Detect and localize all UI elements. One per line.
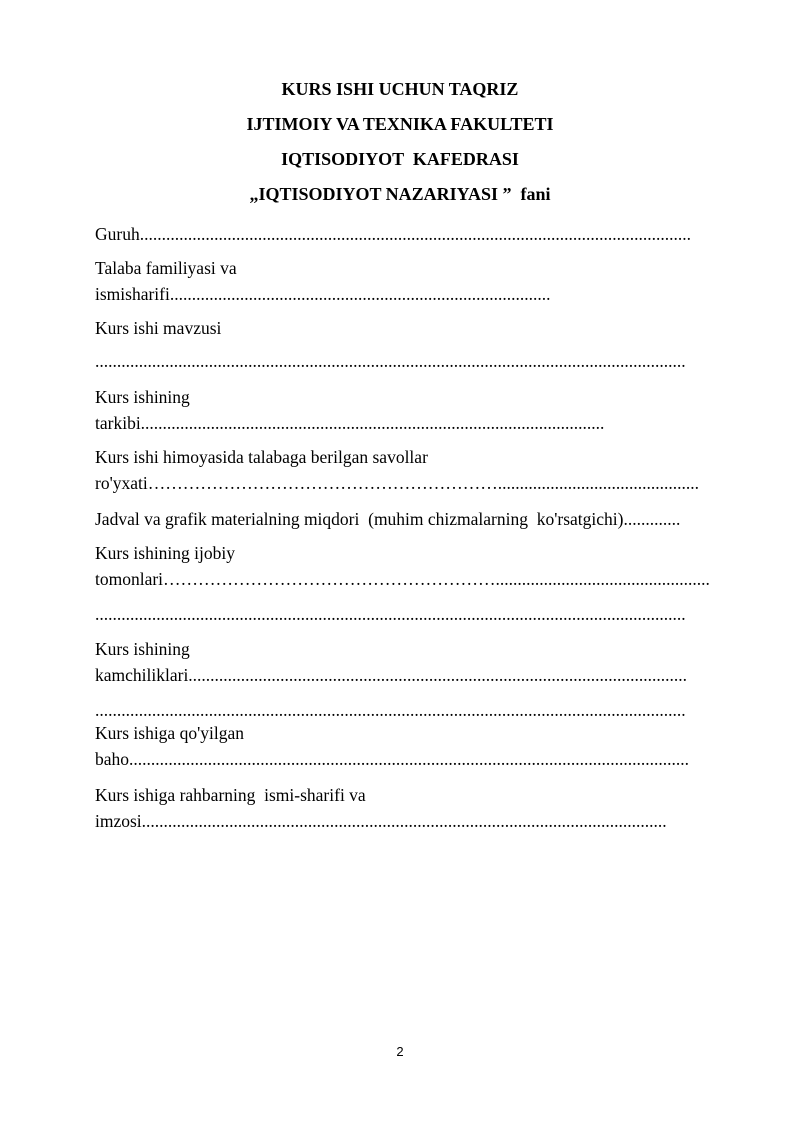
questions-field: ro'yxati…………………………………………………….............................................. xyxy=(95,473,699,493)
topic-field: ....................................................................................................................................... xyxy=(95,351,686,371)
questions-label: Kurs ishi himoyasida talabaga berilgan savollar xyxy=(95,447,428,467)
page-number: 2 xyxy=(396,1044,404,1059)
student-name-label: Talaba familiyasi va xyxy=(95,258,237,278)
structure-field: tarkibi.......................................................................................................... xyxy=(95,413,605,433)
positive-field: tomonlari…………………………………………………................................................. xyxy=(95,569,710,589)
positive-label: Kurs ishining ijobiy xyxy=(95,543,236,563)
topic-label: Kurs ishi mavzusi xyxy=(95,318,222,338)
positive-field-extra: ....................................................................................................................................... xyxy=(95,604,686,624)
department-heading: IQTISODIYOT KAFEDRASI xyxy=(281,149,519,169)
tables-field: Jadval va grafik materialning miqdori (muhim chizmalarning ko'rsatgichi)............. xyxy=(95,509,681,529)
shortcomings-field-extra: ....................................................................................................................................... xyxy=(95,700,686,720)
structure-label: Kurs ishining xyxy=(95,387,190,407)
supervisor-label: Kurs ishiga rahbarning ismi-sharifi va xyxy=(95,785,366,805)
supervisor-field: imzosi........................................................................................................................ xyxy=(95,811,667,831)
shortcomings-label: Kurs ishining xyxy=(95,639,190,659)
student-name-field: ismisharifi....................................................................................... xyxy=(95,284,551,304)
faculty-heading: IJTIMOIY VA TEXNIKA FAKULTETI xyxy=(246,114,554,134)
subject-heading: „IQTISODIYOT NAZARIYASI ” fani xyxy=(249,184,551,204)
shortcomings-field: kamchiliklari.................................................................................................................. xyxy=(95,665,688,685)
title-heading: KURS ISHI UCHUN TAQRIZ xyxy=(281,79,519,99)
group-field: Guruh.............................................................................................................................. xyxy=(95,224,691,244)
grade-label: Kurs ishiga qo'yilgan xyxy=(95,723,244,743)
grade-field: baho................................................................................................................................ xyxy=(95,749,690,769)
